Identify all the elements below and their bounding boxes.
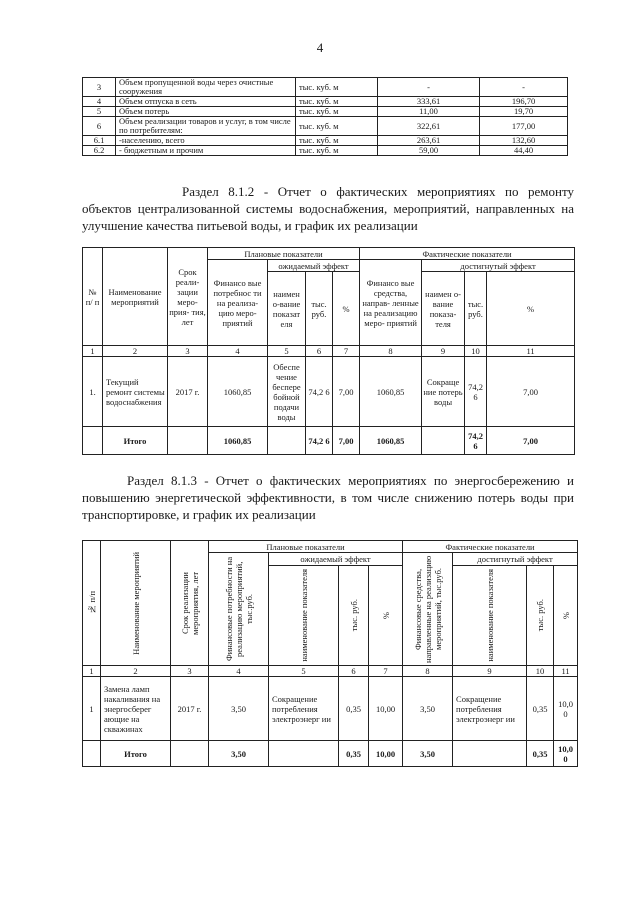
row-name: -населению, всего — [116, 136, 296, 146]
column-number: 4 — [209, 666, 269, 677]
row-num: 1 — [83, 677, 101, 741]
row-name: Текущий ремонт системы водоснабжения — [103, 357, 168, 427]
header-term: Срок реали- зации меро- прия- тия, лет — [168, 248, 208, 346]
row-ach-name: Сокраще ние потерь воды — [422, 357, 465, 427]
volume-summary-table — [82, 77, 568, 156]
total-ach-pct: 10,0 0 — [554, 741, 578, 767]
header-ach-name: наимен о-вание показа- теля — [422, 272, 465, 346]
row-num: 5 — [83, 107, 116, 117]
column-number: 2 — [101, 666, 171, 677]
header-name: Наименование мероприятий — [103, 248, 168, 346]
header-planned: Плановые показатели — [208, 248, 360, 260]
header-actual: Фактические показатели — [360, 248, 575, 260]
row-num: 6 — [83, 117, 116, 136]
row-term: 2017 г. — [171, 677, 209, 741]
column-number: 6 — [339, 666, 369, 677]
total-exp-pct: 10,00 — [369, 741, 403, 767]
column-number: 9 — [453, 666, 527, 677]
column-number: 11 — [487, 346, 575, 357]
row-name: - бюджетным и прочим — [116, 146, 296, 156]
total-exp-rub: 0,35 — [339, 741, 369, 767]
column-number: 7 — [369, 666, 403, 677]
row-term: 2017 г. — [168, 357, 208, 427]
column-number: 9 — [422, 346, 465, 357]
row-exp-pct: 7,00 — [333, 357, 360, 427]
column-number: 8 — [360, 346, 422, 357]
row-num: 1. — [83, 357, 103, 427]
row-actual-value: - — [480, 78, 568, 97]
column-number: 5 — [268, 346, 306, 357]
row-fin-plan: 1060,85 — [208, 357, 268, 427]
header-ach-rub: тыс. руб. — [465, 272, 487, 346]
total-row — [83, 427, 575, 455]
header-exp-pct: % — [333, 272, 360, 346]
header-term: Срок реализации мероприятия, лет — [179, 571, 200, 635]
column-number: 1 — [83, 346, 103, 357]
table-row — [83, 117, 568, 136]
header-name: Наименование мероприятий — [130, 551, 141, 655]
column-number: 3 — [168, 346, 208, 357]
row-num: 3 — [83, 78, 116, 97]
row-name: Объем отпуска в сеть — [116, 97, 296, 107]
total-label: Итого — [101, 741, 171, 767]
section-title-8-1-2: Раздел 8.1.2 - Отчет о фактических мероприятиях по ремонту объектов централизованной системы водоснабжения, мероприятий, направленных на улучшение качества питьевой воды, и график их реализации — [82, 184, 574, 233]
row-plan-value: 59,00 — [378, 146, 480, 156]
header-exp-rub: тыс. руб. — [306, 272, 333, 346]
header-fin-actual: Финансо вые средства, направ- ленные на реализацию меро- приятий — [360, 260, 422, 346]
table-row — [83, 146, 568, 156]
header-expected: ожидаемый эффект — [269, 553, 403, 566]
header-expected: ожидаемый эффект — [268, 260, 360, 272]
column-number: 8 — [403, 666, 453, 677]
row-num: 6.1 — [83, 136, 116, 146]
total-fin-actual: 3,50 — [403, 741, 453, 767]
row-exp-rub: 74,2 6 — [306, 357, 333, 427]
row-exp-rub: 0,35 — [339, 677, 369, 741]
header-actual: Фактические показатели — [403, 541, 578, 553]
total-exp-pct: 7,00 — [333, 427, 360, 455]
total-ach-pct: 7,00 — [487, 427, 575, 455]
row-name: Объем потерь — [116, 107, 296, 117]
column-number: 10 — [465, 346, 487, 357]
page-number: 4 — [316, 40, 324, 55]
row-name: Объем пропущенной воды через очистные сооружения — [116, 78, 296, 97]
column-number: 7 — [333, 346, 360, 357]
total-exp-rub: 74,2 6 — [306, 427, 333, 455]
row-actual-value: 19,70 — [480, 107, 568, 117]
row-plan-value: 263,61 — [378, 136, 480, 146]
total-fin-plan: 1060,85 — [208, 427, 268, 455]
column-number: 6 — [306, 346, 333, 357]
row-unit: тыс. куб. м — [296, 117, 378, 136]
row-ach-pct: 7,00 — [487, 357, 575, 427]
total-ach-rub: 74,2 6 — [465, 427, 487, 455]
column-number: 4 — [208, 346, 268, 357]
row-plan-value: 11,00 — [378, 107, 480, 117]
row-actual-value: 132,60 — [480, 136, 568, 146]
header-planned: Плановые показатели — [209, 541, 403, 553]
table-row — [83, 677, 578, 741]
row-actual-value: 44,40 — [480, 146, 568, 156]
row-ach-rub: 74,2 6 — [465, 357, 487, 427]
column-number: 5 — [269, 666, 339, 677]
table-row — [83, 136, 568, 146]
row-actual-value: 177,00 — [480, 117, 568, 136]
header-ach-name: наименование показателя — [484, 569, 495, 662]
row-exp-name: Обеспе чение беспере бойной подачи воды — [268, 357, 306, 427]
header-exp-rub: тыс. руб. — [348, 599, 359, 632]
row-unit: тыс. куб. м — [296, 97, 378, 107]
row-name: Объем реализации товаров и услуг, в том числе по потребителям: — [116, 117, 296, 136]
row-ach-pct: 10,0 0 — [554, 677, 578, 741]
column-number: 1 — [83, 666, 101, 677]
header-achieved: достигнутый эффект — [453, 553, 578, 566]
total-fin-plan: 3,50 — [209, 741, 269, 767]
header-exp-pct: % — [380, 611, 391, 619]
column-number: 3 — [171, 666, 209, 677]
row-unit: тыс. куб. м — [296, 107, 378, 117]
row-name: Замена ламп накаливания на энергосберег ающие на скважинах — [101, 677, 171, 741]
repair-measures-table — [82, 247, 575, 455]
header-ach-rub: тыс. руб. — [535, 599, 546, 632]
total-ach-rub: 0,35 — [527, 741, 554, 767]
column-number: 2 — [103, 346, 168, 357]
header-fin-actual: Финансовые средства, направленные на реализацию мероприятий, тыс.руб. — [412, 555, 443, 663]
row-exp-name: Сокращение потребления электроэнерг ии — [269, 677, 339, 741]
row-fin-actual: 3,50 — [403, 677, 453, 741]
row-ach-name: Сокращение потребления электроэнерг ии — [453, 677, 527, 741]
row-actual-value: 196,70 — [480, 97, 568, 107]
row-unit: тыс. куб. м — [296, 146, 378, 156]
row-plan-value: - — [378, 78, 480, 97]
header-achieved: достигнутый эффект — [422, 260, 575, 272]
total-label: Итого — [103, 427, 168, 455]
row-plan-value: 333,61 — [378, 97, 480, 107]
header-num: № п/п — [86, 591, 97, 615]
row-num: 4 — [83, 97, 116, 107]
table-row — [83, 357, 575, 427]
row-num: 6.2 — [83, 146, 116, 156]
header-ach-pct: % — [560, 611, 571, 619]
table-row — [83, 97, 568, 107]
row-exp-pct: 10,00 — [369, 677, 403, 741]
header-exp-name: наименование показателя — [298, 569, 309, 662]
table-row — [83, 107, 568, 117]
column-number: 11 — [554, 666, 578, 677]
total-row — [83, 741, 578, 767]
section-title-8-1-3: Раздел 8.1.3 - Отчет о фактических мероприятиях по энергосбережению и повышению энергетической эффективности, в том числе снижению потерь воды при транспортировке, и график их реализации — [82, 473, 574, 522]
row-plan-value: 322,61 — [378, 117, 480, 136]
energy-saving-table — [82, 540, 578, 767]
header-fin-plan: Финансовые потребности на реализацию мероприятий, тыс.руб. — [223, 556, 254, 662]
header-exp-name: наимен о-вание показат еля — [268, 272, 306, 346]
total-fin-actual: 1060,85 — [360, 427, 422, 455]
row-ach-rub: 0,35 — [527, 677, 554, 741]
row-fin-plan: 3,50 — [209, 677, 269, 741]
row-fin-actual: 1060,85 — [360, 357, 422, 427]
row-unit: тыс. куб. м — [296, 78, 378, 97]
table-row — [83, 78, 568, 97]
column-number: 10 — [527, 666, 554, 677]
header-fin-plan: Финансо вые потребнос ти на реализа- цию меро- приятий — [208, 260, 268, 346]
header-ach-pct: % — [487, 272, 575, 346]
header-num: № п/ п — [83, 248, 103, 346]
row-unit: тыс. куб. м — [296, 136, 378, 146]
